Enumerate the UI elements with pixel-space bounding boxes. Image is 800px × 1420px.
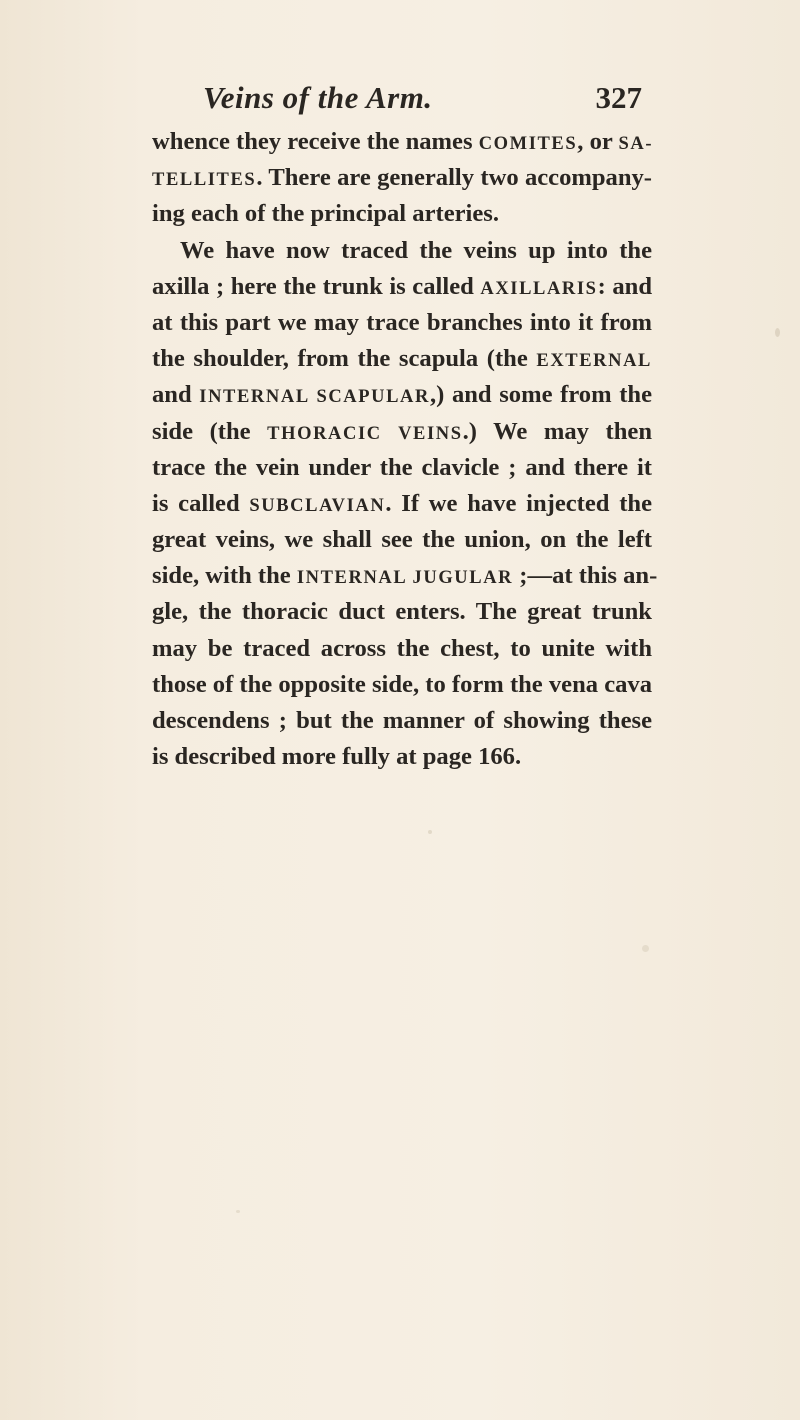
small-caps-term: COMITES — [478, 134, 578, 154]
text-line: TELLITES. There are generally two accompany- — [152, 164, 652, 192]
paper-speck — [236, 1210, 240, 1213]
page-header — [200, 80, 650, 130]
paper-speck — [775, 328, 780, 337]
small-caps-term: TELLITES — [152, 170, 257, 191]
text-line: those of the opposite side, to form the vena cava — [152, 670, 653, 698]
text-line: is described more fully at page 166. — [152, 743, 522, 771]
text-line: and INTERNAL SCAPULAR,) and some from the — [152, 381, 652, 409]
text-line: axilla ; here the trunk is called AXILLARIS: and — [152, 272, 652, 300]
small-caps-term: SUBCLAVIAN — [249, 495, 386, 516]
text-line: the shoulder, from the scapula (the EXTERNAL — [152, 345, 652, 373]
text-line: We have now traced the veins up into the — [180, 236, 652, 264]
paper-speck — [642, 945, 649, 952]
text-line: gle, the thoracic duct enters. The great trunk — [152, 598, 652, 626]
text-line: ing each of the principal arteries. — [152, 200, 499, 228]
text-line: side (the THORACIC VEINS.) We may then — [152, 417, 652, 445]
text-line: is called SUBCLAVIAN. If we have injected the — [152, 489, 652, 517]
text-line: may be traced across the chest, to unite with — [152, 634, 652, 662]
running-title: Veins of the Arm. — [203, 80, 433, 115]
text-line: whence they receive the names COMITES, or SA- — [152, 128, 654, 155]
small-caps-term: INTERNAL SCAPULAR — [199, 387, 430, 408]
small-caps-term: THORACIC VEINS — [267, 423, 463, 444]
text-line: descendens ; but the manner of showing these — [152, 707, 652, 734]
body-paragraphs — [152, 124, 658, 775]
page-number: 327 — [595, 80, 642, 115]
small-caps-term: INTERNAL JUGULAR — [296, 568, 514, 589]
text-line: trace the vein under the clavicle ; and there it — [152, 453, 652, 481]
text-line: at this part we may trace branches into it from — [152, 308, 652, 336]
paper-speck — [428, 830, 432, 834]
text-line: great veins, we shall see the union, on the left — [152, 526, 652, 554]
small-caps-term: SA- — [618, 134, 654, 154]
small-caps-term: AXILLARIS — [480, 278, 598, 299]
small-caps-term: EXTERNAL — [536, 351, 652, 372]
text-line: side, with the INTERNAL JUGULAR ;—at this an- — [152, 562, 658, 590]
